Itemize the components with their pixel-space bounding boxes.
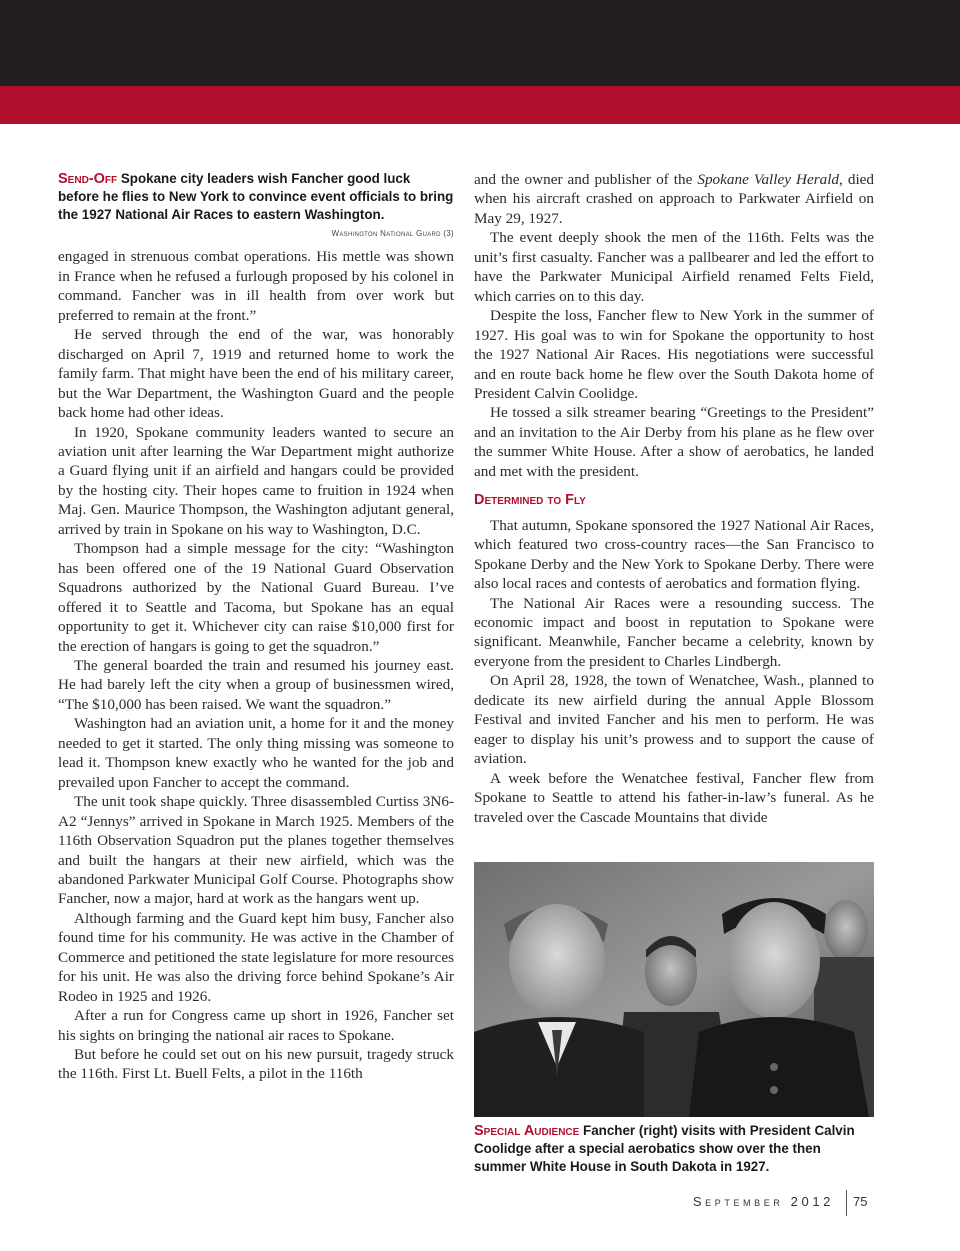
right-column: [474, 170, 874, 827]
section-subhead: Determined to Fly: [474, 492, 586, 509]
body-paragraph: But before he could set out on his new pursuit, tragedy struck the 116th. First Lt. Buell Felts, a pilot in the 116th: [58, 1046, 454, 1083]
header-dark-band: [0, 0, 960, 86]
body-paragraph: The National Air Races were a resounding success. The economic impact and boost in reputation to Spokane were significant. Meanwhile, Fancher became a celebrity, known by everyone from the president to Charles Lindbergh.: [474, 594, 874, 670]
footer-divider: [846, 1190, 847, 1216]
header-red-band: [0, 86, 960, 124]
body-paragraph: On April 28, 1928, the town of Wenatchee, Wash., planned to dedicate its new airfield during the annual Apple Blossom Festival and invited Fancher and his men to perform. He was eager to display his unit’s prowess and to support the cause of aviation.: [474, 672, 874, 768]
text-run: , died when his aircraft crashed on approach to Parkwater Airfield on May 29, 1927.: [474, 171, 874, 227]
issue-date: September 2012: [692, 1194, 834, 1209]
page-number: 75: [853, 1194, 868, 1209]
photo-credit: Washington National Guard (3): [331, 229, 454, 238]
top-photo-caption: [58, 170, 454, 224]
body-paragraph: Washington had an aviation unit, a home for it and the money needed to get it started. The only thing missing was someone to lead it. Thompson knew exactly who he wanted for the job and prevailed upon Fancher to accept the command.: [58, 715, 454, 791]
left-column: [58, 170, 454, 1084]
caption-text: Fancher (right) visits with President Calvin Coolidge after a special aerobatics show over the then summer White House in South Dakota in 1927.: [474, 1123, 855, 1174]
body-paragraph: He served through the end of the war, was honorably discharged on April 7, 1919 and returned home to work the family farm. That might have been the end of his military career, but the War Department, the Washington Guard and the people back home had other ideas.: [58, 326, 454, 422]
body-paragraph: That autumn, Spokane sponsored the 1927 National Air Races, which featured two cross-country races—the San Francisco to Spokane Derby and the New York to Spokane Derby. There were also local races and contests of aerobatics and formation flying.: [474, 516, 874, 593]
body-paragraph: After a run for Congress came up short in 1926, Fancher set his sights on bringing the national air races to Spokane.: [58, 1007, 454, 1044]
body-paragraph: Although farming and the Guard kept him busy, Fancher also found time for his community. He was active in the Chamber of Commerce and petitioned the state legislature for more resources for his unit. He was also the driving force behind Spokane’s Air Rodeo in 1925 and 1926.: [58, 909, 454, 1005]
body-paragraph: A week before the Wenatchee festival, Fancher flew from Spokane to Seattle to attend his father-in-law’s funeral. As he traveled over the Cascade Mountains that divide: [474, 769, 874, 826]
body-paragraph: He tossed a silk streamer bearing “Greetings to the President” and an invitation to the Air Derby from his plane as he flew over the summer White House. After a show of aerobatics, he landed and met with the president.: [474, 404, 874, 480]
bottom-photo-caption: [474, 1122, 874, 1176]
body-paragraph: The unit took shape quickly. Three disassembled Curtiss 3N6-A2 “Jennys” arrived in Spokane in March 1925. Members of the 116th Observation Squadron put the planes together themselves and built the hangars at their new airfield, which was the abandoned Parkwater Municipal Golf Course. Photographs show Fancher, now a major, hard at work as the hangars went up.: [58, 793, 454, 908]
caption-kicker: Send-Off: [58, 171, 118, 187]
body-paragraph: The event deeply shook the men of the 116th. Felts was the unit’s first casualty. Fancher was a pallbearer and led the effort to have the Parkwater Municipal Airfield renamed Felts Field, which carries on to this day.: [474, 229, 874, 305]
caption-text: Spokane city leaders wish Fancher good luck before he flies to New York to convince event officials to bring the 1927 National Air Races to eastern Washington.: [58, 171, 454, 222]
publication-title: Spokane Valley Herald: [697, 171, 840, 188]
body-paragraph: Thompson had a simple message for the city: “Washington has been offered one of the 19 National Guard Observation Squadrons authorized by the National Guard Bureau. I’ve offered it to Seattle and Tacoma, but Spokane has an equal opportunity to get it. Whichever city can raise $10,000 first for the erection of hangars is going to get the squadron.”: [58, 540, 454, 655]
body-paragraph: engaged in strenuous combat operations. His mettle was shown in France when he refused a furlough proposed by his colonel in command. Fancher was in ill health from over work but preferred to remain at the front.”: [58, 248, 454, 324]
body-paragraph: [474, 170, 874, 228]
photo-illustration: [474, 862, 874, 1117]
body-paragraph: The general boarded the train and resumed his journey east. He had barely left the city when a group of businessmen wired, “The $10,000 has been raised. We want the squadron.”: [58, 656, 454, 713]
body-paragraph: Despite the loss, Fancher flew to New York in the summer of 1927. His goal was to win for Spokane the opportunity to host the 1927 National Air Races. His negotiations were successful and en route back home he flew over the South Dakota home of President Calvin Coolidge.: [474, 307, 874, 402]
body-paragraph: In 1920, Spokane community leaders wanted to secure an aviation unit after learning the War Department might authorize a Guard flying unit if an airfield and hangars could be provided by the hosting city. Their hopes came to fruition in 1924 when Maj. Gen. Maurice Thompson, the Washington adjutant general, arrived by train in Spokane on his way to Washington, D.C.: [58, 423, 454, 538]
caption-kicker: Special Audience: [474, 1123, 580, 1139]
text-run: and the owner and publisher of the: [474, 171, 698, 188]
coolidge-fancher-photo: [474, 862, 874, 1117]
